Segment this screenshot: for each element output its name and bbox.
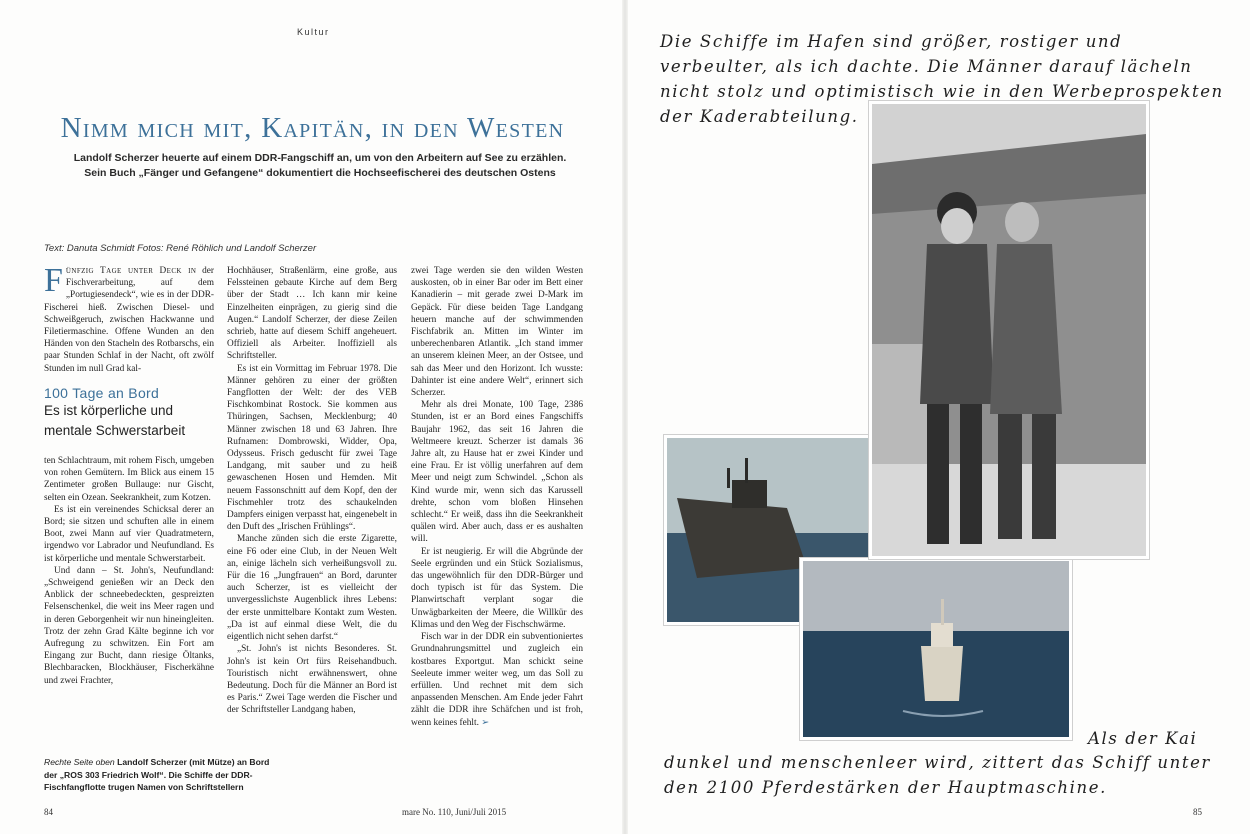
body-paragraph: ten Schlachtraum, mit rohem Fisch, umgeben von rohen Gemütern. Im Blick aus einem 15 Zentimeter großen Bullauge: nur Gischt, selten ein Ozean. Seekrankheit, zum Kotzen. [44,456,214,503]
photo-two-sailors-bw [869,101,1149,559]
handwritten-quote-top: Die Schiffe im Hafen sind größer, rostiger und verbeulter, als ich dachte. Die Männer darauf lächeln nicht stolz und optimistisch wie in den Werbeprospekten der Kaderabteilung. [660,32,1224,126]
intertitle-lower: Es ist körperliche und mentale Schwerstarbeit [44,403,186,439]
body-paragraph: „St. John's ist nichts Besonderes. St. John's ist kein Ort fürs Reisehandbuch. Touristisch nicht erwähnenswert, ohne Bedeutung. Doch für die Männer an Bord ist es Paris.“ Zwei Tage werden die Fischer und der Schriftsteller Landgang haben, [227,644,397,716]
magazine-issue-line: mare No. 110, Juni/Juli 2015 [402,807,507,817]
deck-line-2: Sein Buch „Fänger und Gefangene“ dokumentiert die Hochseefischerei des deutschen Ostens [84,167,556,179]
ship-at-sea-drawing [803,561,1069,737]
deck-line-1: Landolf Scherzer heuerte auf einem DDR-Fangschiff an, um von den Arbeitern auf See zu erzählen. [73,152,567,164]
drop-cap: F [44,262,63,299]
body-paragraph: zwei Tage werden sie den wilden Westen auskosten, ob in einer Bar oder im Bett einer Kanadierin – mit gerade zwei D-Mark im Gepäck. Für diese beiden Tage Landgang heuern manche auf der schwimmenden Fischfabrik an. Mitten im Winter im unberechenbaren Atlantik. „Ich stand immer an unserem kleinen Meer, an der Ostsee, und sah das Meer und den Horizont. Ich wusste: Dahinter ist eine andere Welt“, erinnert sich Scherzer. [411,266,583,399]
lead-text: der Fischverarbeitung, auf dem „Portugiesendeck“, wie es in der DDR-Fischerei hieß. Zwischen Diesel- und Schweißgeruch, zwischen Hackwanne und Filetiermaschine. Offene Wunden an den Händen von den Stacheln des Rotbarschs, ein paar Stunden Schlaf in der Nacht, oft zwölf Stunden im null Grad kal- [44,266,214,374]
body-paragraph [411,631,583,729]
body-paragraph: Er ist neugierig. Er will die Abgründe der Seele ergründen und ein Stück Sozialismus, das ungewöhnlich für den DDR-Bürger und doch typisch ist für das System. Die Planwirtschaft verplant sogar die Unwägbarkeiten der Meere, die Willkür des Klimas und den Weg der Fischschwärme. [411,546,583,630]
body-paragraph: Und dann – St. John's, Neufundland: „Schweigend genießen wir an Deck den Anblick der schneebedeckten, gespreizten Felsenschenkel, die weit ins Meer ragen und in deren Geborgenheit wir nun hineingleiten. Trotz der zehn Grad Kälte beginne ich vor Aufregung zu schwitzen. Ein Fort am Eingang zur Bucht, dann riesige Öltanks, Blechbaracken, Blockhäuser, Fischerkähne und zwei Frachter, [44,565,214,686]
closing-text: Fisch war in der DDR ein subventioniertes Grundnahrungsmittel und zugleich ein kostbares Exportgut. Man schickt seine Seeleute immer weiter weg, um das Soll zu erfüllen. Und rechnet mit dem sich anpassenden Menschen. Am Ende jeder Fahrt zählt die DDR ihre Schäfchen und ist froh, wenn keines fehlt. [411,632,583,728]
two-sailors-drawing [872,104,1146,556]
text-column-1 [44,262,214,687]
intertitle-upper: 100 Tage an Bord [44,384,160,401]
body-paragraph: Hochhäuser, Straßenlärm, eine große, aus Felssteinen gebaute Kirche auf dem Berg über der Stadt … Ich kann mir keine Einzelheiten einprägen, zu gierig sind die Augen.“ Landolf Scherzer, der diese Zeilen schrieb, hatte auf diesem Schiff angeheuert. Offiziell als Arbeiter. Inoffiziell als Schriftsteller. [227,266,397,362]
body-paragraph: Es ist ein vereinendes Schicksal derer an Bord; sie sitzen und schuften alle in einem Boot, zwei Mann auf vier Quadratmetern, irgendwo vor Labrador und Neufundland. Es ist körperliche und mentale Schwerstarbeit. [44,504,214,564]
lead-paragraph [44,262,214,375]
handwritten-quote-bottom: dunkel und menschenleer wird, zittert das Schiff unter den 2100 Pferdestärken der Hauptmaschine. [664,753,1211,797]
page-number-left: 84 [44,807,53,817]
photo-ship-at-sea [800,558,1072,740]
text-column-2 [227,265,397,717]
lead-small-caps: ünfzig Tage unter Deck in [65,266,197,276]
section-label: Kultur [297,27,330,37]
photo-caption [44,756,284,794]
end-mark-icon: ➢ [481,717,490,728]
body-paragraph: Es ist ein Vormittag im Februar 1978. Die Männer gehören zu einer der größten Fangflotten der Welt: der des VEB Fischkombinat Rostock. Sie kommen aus Thüringen, Sachsen, Mecklenburg; 40 Männer zwischen 18 und 63 Jahren. Ihre Rufnamen: Dombrowski, Widder, Opa, Odysseus. Frisch geduscht für zwei Tage Landgang, mit sauber und zu heiß gewaschenen Hosen und Hemden. Mit neuem Fassonschnitt auf dem Kopf, den der Fischmehler trotz des schaukelnden Dampfers einigen verpasst hat, eingenebelt in den Duft des „Irischen Frühlings“. [227,363,397,533]
body-paragraph: Manche zünden sich die erste Zigarette, eine F6 oder eine Club, in der Neuen Welt an, einige lächeln sich verheißungsvoll zu. Für die 16 „Jungfrauen“ an Bord, darunter auch Scherzer, ist es vielleicht der unvergesslichste Augenblick ihres Lebens: der erste unmittelbare Kontakt zum Westen. „Da ist auf einmal diese Welt, die du eigentlich nicht sehen darfst.“ [227,534,397,643]
text-column-3 [411,265,583,729]
caption-label: Rechte Seite oben [44,757,115,767]
headline: Nimm mich mit, Kapitän, in den Westen [60,112,565,144]
body-paragraph: Mehr als drei Monate, 100 Tage, 2386 Stunden, ist er an Bord eines Fangschiffs Baujahr 1962, das seit 16 Jahren die Weltmeere kreuzt. Scherzer ist damals 36 Jahre alt, zu Hause hat er zwei Kinder und eine Frau. Er ist völlig unerfahren auf dem Meer und neigt zum Schwindel. „Schon als Kind wurde mir, wenn sich das Karussell drehte, schon vom bloßen Hinsehen schlecht.“ Er weiß, dass ihn die Seekrankheit quälen wird. Aber auch, dass er es aushalten will. [411,400,583,545]
deck [40,151,600,181]
page-number-right: 85 [1193,807,1202,817]
credits-line: Text: Danuta Schmidt Fotos: René Röhlich und Landolf Scherzer [44,243,317,254]
handwritten-quote-bottom-start: Als der Kai [1088,729,1198,748]
caption-text: Landolf Scherzer (mit Mütze) an Bord der „ROS 303 Friedrich Wolf“. Die Schiffe der DDR-Fischfangflotte trugen Namen von Schriftstellern [44,757,270,792]
